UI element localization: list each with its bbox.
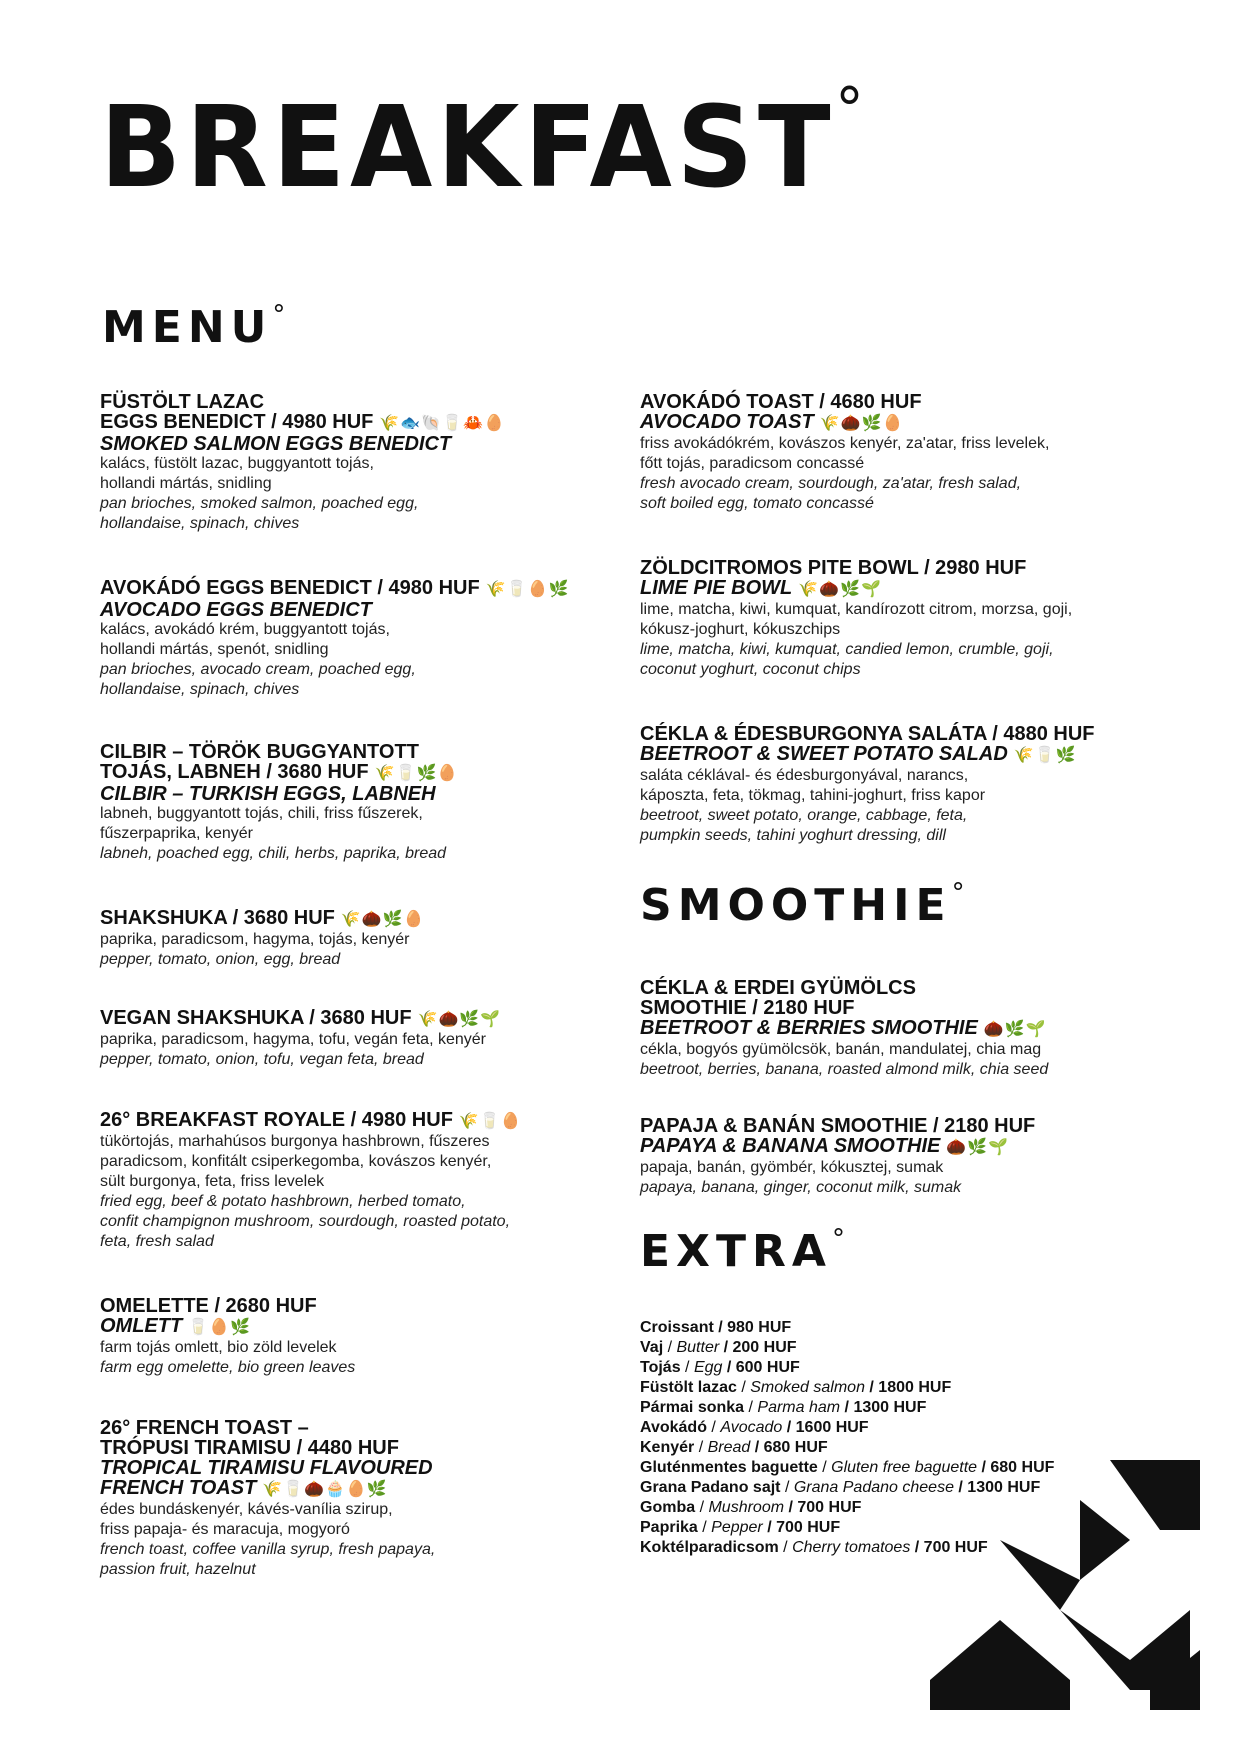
extra-price: / 680 HUF xyxy=(977,1459,1055,1476)
extra-price: / 1300 HUF xyxy=(840,1399,927,1416)
extra-name-hu: Gluténmentes baguette xyxy=(640,1459,818,1476)
item-ingredients-hu: labneh, buggyantott tojás, chili, friss fűszerek, xyxy=(100,805,423,822)
item-ingredients-en: feta, fresh salad xyxy=(100,1233,214,1250)
extra-price: / 700 HUF xyxy=(910,1539,988,1556)
extra-name-en: Butter xyxy=(676,1339,720,1356)
menu-heading xyxy=(102,300,286,353)
extra-item: Pármai sonka / Parma ham / 1300 HUF xyxy=(640,1399,927,1416)
extra-name-hu: Vaj xyxy=(640,1339,664,1356)
allergen-icons: 🌾🥛🥚🌿 xyxy=(485,581,570,598)
allergen-icons: 🌰🌿🌱 xyxy=(946,1139,1010,1156)
extra-price: / 600 HUF xyxy=(722,1359,800,1376)
extra-item: Koktélparadicsom / Cherry tomatoes / 700 HUF xyxy=(640,1539,988,1556)
item-name: CÉKLA & ERDEI GYÜMÖLCS xyxy=(640,977,916,999)
geometric-logo-decoration xyxy=(930,1460,1200,1710)
item-name: AVOKÁDÓ TOAST / 4680 HUF xyxy=(640,391,922,413)
item-ingredients-en: pepper, tomato, onion, tofu, vegan feta, bread xyxy=(100,1051,424,1068)
item-ingredients-hu: káposzta, feta, tökmag, tahini-joghurt, friss kapor xyxy=(640,787,986,804)
item-name: TOJÁS, LABNEH / 3680 HUF 🌾🥛🌿🥚 xyxy=(100,761,459,783)
extra-price: / 700 HUF xyxy=(762,1519,841,1536)
item-name: SMOOTHIE / 2180 HUF xyxy=(640,997,855,1019)
item-ingredients-en: labneh, poached egg, chili, herbs, paprika, bread xyxy=(100,845,447,862)
extra-name-en: Egg xyxy=(693,1359,723,1376)
item-name-english: FRENCH TOAST 🌾🥛🌰🧁🥚🌿 xyxy=(100,1477,388,1499)
extra-name-en: Cherry tomatoes xyxy=(792,1539,911,1556)
item-ingredients-hu: farm tojás omlett, bio zöld levelek xyxy=(100,1339,337,1356)
item-name: VEGAN SHAKSHUKA / 3680 HUF 🌾🌰🌿🌱 xyxy=(100,1007,502,1029)
item-name-english: SMOKED SALMON EGGS BENEDICT xyxy=(100,433,452,455)
extra-name-en: Smoked salmon xyxy=(750,1379,865,1396)
item-name-english: PAPAYA & BANANA SMOOTHIE 🌰🌿🌱 xyxy=(640,1135,1010,1157)
item-name: 26° FRENCH TOAST – xyxy=(100,1417,309,1439)
extra-price: / 1800 HUF xyxy=(864,1379,952,1396)
item-name-english: AVOCADO EGGS BENEDICT xyxy=(100,599,372,621)
extra-price: / 680 HUF xyxy=(750,1439,828,1456)
item-name-english: CILBIR – TURKISH EGGS, LABNEH xyxy=(100,783,436,805)
smoothie-heading-degree: ° xyxy=(951,878,965,908)
item-name-english: BEETROOT & SWEET POTATO SALAD 🌾🥛🌿 xyxy=(640,743,1077,765)
item-ingredients-en: fried egg, beef & potato hashbrown, herbed tomato, xyxy=(100,1193,466,1210)
item-ingredients-hu: kalács, avokádó krém, buggyantott tojás, xyxy=(100,621,390,638)
extra-name-hu: Kenyér xyxy=(640,1439,695,1456)
menu-item xyxy=(640,392,1180,514)
extra-price: / 1300 HUF xyxy=(953,1479,1041,1496)
item-name-english: AVOCADO TOAST 🌾🌰🌿🥚 xyxy=(640,411,904,433)
item-name-english: BEETROOT & BERRIES SMOOTHIE 🌰🌿🌱 xyxy=(640,1017,1047,1039)
item-ingredients-en: passion fruit, hazelnut xyxy=(100,1561,256,1578)
item-name: TRÓPUSI TIRAMISU / 4480 HUF xyxy=(100,1437,399,1459)
item-ingredients-en: hollandaise, spinach, chives xyxy=(100,515,300,532)
item-ingredients-hu: cékla, bogyós gyümölcsök, banán, mandulatej, chia mag xyxy=(640,1041,1042,1058)
item-ingredients-hu: kalács, füstölt lazac, buggyantott tojás, xyxy=(100,455,374,472)
menu-item xyxy=(100,908,640,970)
smoothie-heading xyxy=(640,878,965,931)
item-ingredients-en: lime, matcha, kiwi, kumquat, candied lemon, crumble, goji, xyxy=(640,641,1054,658)
extra-item: Gluténmentes baguette / Gluten free baguette / 680 HUF xyxy=(640,1459,1055,1476)
extra-name-hu: Paprika xyxy=(640,1519,698,1536)
page-title xyxy=(100,75,869,213)
menu-item xyxy=(100,392,640,534)
item-ingredients-en: fresh avocado cream, sourdough, za'atar, fresh salad, xyxy=(640,475,1022,492)
item-ingredients-hu: főtt tojás, paradicsom concassé xyxy=(640,455,865,472)
item-name: CÉKLA & ÉDESBURGONYA SALÁTA / 4880 HUF xyxy=(640,723,1095,745)
item-name: CILBIR – TÖRÖK BUGGYANTOTT xyxy=(100,741,419,763)
item-ingredients-hu: saláta céklával- és édesburgonyával, narancs, xyxy=(640,767,969,784)
item-ingredients-en: pumpkin seeds, tahini yoghurt dressing, dill xyxy=(640,827,946,844)
item-ingredients-hu: paradicsom, konfitált csiperkegomba, kovászos kenyér, xyxy=(100,1153,492,1170)
allergen-icons: 🌰🌿🌱 xyxy=(983,1021,1047,1038)
extra-price: / 1600 HUF xyxy=(782,1419,869,1436)
menu-item xyxy=(100,1110,640,1252)
logo-shape-5 xyxy=(930,1620,1070,1710)
item-ingredients-en: pan brioches, smoked salmon, poached egg, xyxy=(100,495,419,512)
extra-name-hu: Füstölt lazac xyxy=(640,1379,737,1396)
extra-name-hu: Pármai sonka xyxy=(640,1399,745,1416)
extra-name-en: Bread xyxy=(707,1439,751,1456)
item-ingredients-hu: friss papaja- és maracuja, mogyoró xyxy=(100,1521,350,1538)
extra-item: Kenyér / Bread / 680 HUF xyxy=(640,1439,828,1456)
menu-item xyxy=(640,978,1180,1080)
allergen-icons: 🌾🥛🥚 xyxy=(458,1113,522,1130)
menu-item xyxy=(640,724,1180,846)
allergen-icons: 🌾🐟🐚🥛🦀🥚 xyxy=(379,415,505,432)
item-ingredients-hu: friss avokádókrém, kovászos kenyér, za'atar, friss levelek, xyxy=(640,435,1050,452)
logo-shape-2 xyxy=(1080,1500,1130,1580)
extra-item xyxy=(640,1318,1054,1338)
extra-name-hu: Gomba xyxy=(640,1499,696,1516)
item-name-english: LIME PIE BOWL 🌾🌰🌿🌱 xyxy=(640,577,882,599)
allergen-icons: 🌾🥛🌰🧁🥚🌿 xyxy=(262,1481,388,1498)
item-ingredients-hu: tükörtojás, marhahúsos burgonya hashbrown, fűszeres xyxy=(100,1133,490,1150)
item-name: PAPAJA & BANÁN SMOOTHIE / 2180 HUF xyxy=(640,1115,1036,1137)
allergen-icons: 🥛🥚🌿 xyxy=(188,1319,251,1336)
extra-item: Grana Padano sajt / Grana Padano cheese / 1300 HUF xyxy=(640,1479,1041,1496)
smoothie-heading-text: SMOOTHIE xyxy=(640,880,952,931)
item-ingredients-en: confit champignon mushroom, sourdough, roasted potato, xyxy=(100,1213,511,1230)
extra-name-en: Mushroom xyxy=(708,1499,785,1516)
allergen-icons: 🌾🌰🌿🥚 xyxy=(819,415,904,432)
item-name-english: OMLETT 🥛🥚🌿 xyxy=(100,1315,251,1337)
extra-name-hu: Croissant xyxy=(640,1319,714,1336)
item-ingredients-hu: sült burgonya, feta, friss levelek xyxy=(100,1173,325,1190)
item-name-english: TROPICAL TIRAMISU FLAVOURED xyxy=(100,1457,433,1479)
extra-heading xyxy=(640,1224,845,1277)
item-ingredients-hu: lime, matcha, kiwi, kumquat, kandírozott citrom, morzsa, goji, xyxy=(640,601,1073,618)
menu-item xyxy=(100,1296,640,1378)
item-ingredients-en: pan brioches, avocado cream, poached egg, xyxy=(100,661,416,678)
item-name: OMELETTE / 2680 HUF xyxy=(100,1295,317,1317)
extra-heading-text: EXTRA xyxy=(640,1226,832,1277)
extra-heading-degree: ° xyxy=(831,1224,845,1254)
extra-name-hu: Koktélparadicsom xyxy=(640,1539,779,1556)
allergen-icons: 🌾🥛🌿 xyxy=(1013,747,1077,764)
item-ingredients-en: coconut yoghurt, coconut chips xyxy=(640,661,861,678)
extra-item: Paprika / Pepper / 700 HUF xyxy=(640,1519,841,1536)
extra-name-hu: Tojás xyxy=(640,1359,681,1376)
item-ingredients-hu: hollandi mártás, snidling xyxy=(100,475,272,492)
extra-price: / 980 HUF xyxy=(713,1319,792,1336)
extra-item: Tojás / Egg / 600 HUF xyxy=(640,1359,800,1376)
extra-item: Gomba / Mushroom / 700 HUF xyxy=(640,1499,862,1516)
item-ingredients-hu: édes bundáskenyér, kávés-vanília szirup, xyxy=(100,1501,393,1518)
allergen-icons: 🌾🌰🌿🌱 xyxy=(798,581,882,598)
item-ingredients-hu: hollandi mártás, spenót, snidling xyxy=(100,641,329,658)
allergen-icons: 🌾🌰🌿🌱 xyxy=(417,1011,502,1028)
item-ingredients-en: hollandaise, spinach, chives xyxy=(100,681,300,698)
allergen-icons: 🌾🥛🌿🥚 xyxy=(374,765,459,782)
extra-price: / 200 HUF xyxy=(719,1339,797,1356)
logo-shape-3 xyxy=(1000,1540,1080,1610)
extra-price: / 700 HUF xyxy=(784,1499,862,1516)
item-ingredients-en: beetroot, berries, banana, roasted almond milk, chia seed xyxy=(640,1061,1049,1078)
item-ingredients-en: beetroot, sweet potato, orange, cabbage, feta, xyxy=(640,807,968,824)
menu-heading-degree: ° xyxy=(272,300,286,330)
item-ingredients-en: farm egg omelette, bio green leaves xyxy=(100,1359,356,1376)
item-name: FÜSTÖLT LAZAC xyxy=(100,391,265,413)
extra-name-hu: Grana Padano sajt xyxy=(640,1479,781,1496)
item-ingredients-hu: paprika, paradicsom, hagyma, tojás, kenyér xyxy=(100,931,410,948)
item-ingredients-hu: papaja, banán, gyömbér, kókusztej, sumak xyxy=(640,1159,944,1176)
item-name: SHAKSHUKA / 3680 HUF 🌾🌰🌿🥚 xyxy=(100,907,425,929)
allergen-icons: 🌾🌰🌿🥚 xyxy=(340,911,425,928)
logo-shape-1 xyxy=(1110,1460,1200,1530)
menu-item xyxy=(640,1116,1180,1198)
item-ingredients-en: pepper, tomato, onion, egg, bread xyxy=(100,951,341,968)
extra-item: Vaj / Butter / 200 HUF xyxy=(640,1339,797,1356)
item-ingredients-en: soft boiled egg, tomato concassé xyxy=(640,495,874,512)
item-name: 26° BREAKFAST ROYALE / 4980 HUF 🌾🥛🥚 xyxy=(100,1109,522,1131)
item-ingredients-hu: fűszerpaprika, kenyér xyxy=(100,825,253,842)
title-degree: ° xyxy=(835,75,869,145)
item-name: AVOKÁDÓ EGGS BENEDICT / 4980 HUF 🌾🥛🥚🌿 xyxy=(100,577,570,599)
page-title-text: BREAKFAST xyxy=(100,83,836,213)
extra-item: Avokádó / Avocado / 1600 HUF xyxy=(640,1419,869,1436)
item-ingredients-en: papaya, banana, ginger, coconut milk, sumak xyxy=(640,1179,962,1196)
item-ingredients-en: french toast, coffee vanilla syrup, fresh papaya, xyxy=(100,1541,436,1558)
extra-name-hu: Avokádó xyxy=(640,1419,707,1436)
extra-name-en: Parma ham xyxy=(757,1399,841,1416)
item-ingredients-hu: kókusz-joghurt, kókuszchips xyxy=(640,621,841,638)
menu-item xyxy=(640,558,1180,680)
extra-name-en: Gluten free baguette xyxy=(831,1459,978,1476)
menu-item xyxy=(100,1418,640,1580)
menu-item xyxy=(100,578,640,700)
item-name: EGGS BENEDICT / 4980 HUF 🌾🐟🐚🥛🦀🥚 xyxy=(100,411,505,433)
menu-item xyxy=(100,742,640,864)
extra-name-en: Grana Padano cheese xyxy=(793,1479,954,1496)
menu-item xyxy=(100,1008,640,1070)
extra-name-en: Avocado xyxy=(720,1419,783,1436)
extra-name-en: Pepper xyxy=(711,1519,763,1536)
item-name: ZÖLDCITROMOS PITE BOWL / 2980 HUF xyxy=(640,557,1027,579)
item-ingredients-hu: paprika, paradicsom, hagyma, tofu, vegán feta, kenyér xyxy=(100,1031,486,1048)
menu-heading-text: MENU xyxy=(102,302,273,353)
extra-item: Füstölt lazac / Smoked salmon / 1800 HUF xyxy=(640,1379,952,1396)
